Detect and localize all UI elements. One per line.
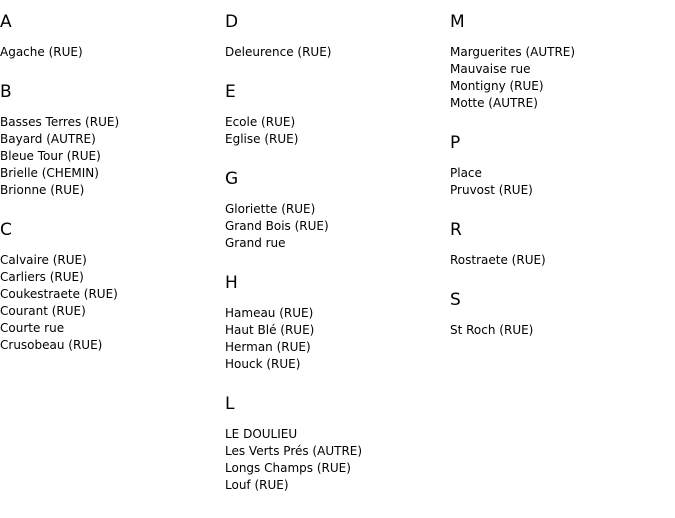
letter-heading-m: M: [450, 12, 465, 32]
letter-heading-b: B: [0, 82, 12, 102]
street-link[interactable]: St Roch (RUE): [450, 323, 534, 337]
street-link[interactable]: Basses Terres (RUE): [0, 115, 120, 129]
letter-heading-s: S: [450, 290, 461, 310]
street-list-r: [450, 252, 546, 269]
street-link[interactable]: Courte rue: [0, 321, 65, 335]
street-link[interactable]: Rostraete (RUE): [450, 253, 546, 267]
letter-heading-d: D: [225, 12, 239, 32]
street-link[interactable]: Herman (RUE): [225, 340, 311, 354]
street-link[interactable]: Deleurence (RUE): [225, 45, 332, 59]
street-link[interactable]: Gloriette (RUE): [225, 202, 316, 216]
street-link[interactable]: Bayard (AUTRE): [0, 132, 96, 146]
street-list-a: [0, 44, 83, 61]
street-link[interactable]: Houck (RUE): [225, 357, 301, 371]
street-link[interactable]: Longs Champs (RUE): [225, 461, 351, 475]
street-link[interactable]: Brionne (RUE): [0, 183, 85, 197]
street-link[interactable]: Motte (AUTRE): [450, 96, 538, 110]
street-link[interactable]: Carliers (RUE): [0, 270, 84, 284]
street-list-g: [225, 201, 329, 252]
street-list-c: [0, 252, 118, 354]
letter-heading-a: A: [0, 12, 12, 32]
street-link[interactable]: Hameau (RUE): [225, 306, 314, 320]
street-link[interactable]: Bleue Tour (RUE): [0, 149, 101, 163]
street-list-l: [225, 426, 362, 494]
street-link[interactable]: LE DOULIEU: [225, 427, 298, 441]
street-link[interactable]: Courant (RUE): [0, 304, 86, 318]
street-list-d: [225, 44, 331, 61]
street-link[interactable]: Marguerites (AUTRE): [450, 45, 576, 59]
letter-heading-c: C: [0, 220, 12, 240]
street-list-e: [225, 114, 298, 148]
street-link[interactable]: Pruvost (RUE): [450, 183, 533, 197]
street-link[interactable]: Brielle (CHEMIN): [0, 166, 99, 180]
street-list-m: [450, 44, 575, 112]
letter-heading-h: H: [225, 273, 238, 293]
street-link[interactable]: Eglise (RUE): [225, 132, 299, 146]
street-link[interactable]: Les Verts Prés (AUTRE): [225, 444, 363, 458]
letter-heading-g: G: [225, 169, 239, 189]
street-link[interactable]: Place: [450, 166, 482, 180]
street-link[interactable]: Ecole (RUE): [225, 115, 296, 129]
street-link[interactable]: Agache (RUE): [0, 45, 83, 59]
street-link[interactable]: Coukestraete (RUE): [0, 287, 118, 301]
street-link[interactable]: Grand rue: [225, 236, 286, 250]
letter-heading-l: L: [225, 394, 235, 414]
letter-heading-e: E: [225, 82, 236, 102]
letter-heading-p: P: [450, 133, 461, 153]
street-link[interactable]: Haut Blé (RUE): [225, 323, 315, 337]
street-link[interactable]: Louf (RUE): [225, 478, 289, 492]
street-list-b: [0, 114, 119, 199]
letter-heading-r: R: [450, 220, 462, 240]
street-list-s: [450, 322, 533, 339]
street-list-p: [450, 165, 533, 199]
street-link[interactable]: Crusobeau (RUE): [0, 338, 103, 352]
street-list-h: [225, 305, 314, 373]
street-link[interactable]: Calvaire (RUE): [0, 253, 87, 267]
street-link[interactable]: Montigny (RUE): [450, 79, 544, 93]
street-link[interactable]: Mauvaise rue: [450, 62, 531, 76]
street-link[interactable]: Grand Bois (RUE): [225, 219, 329, 233]
